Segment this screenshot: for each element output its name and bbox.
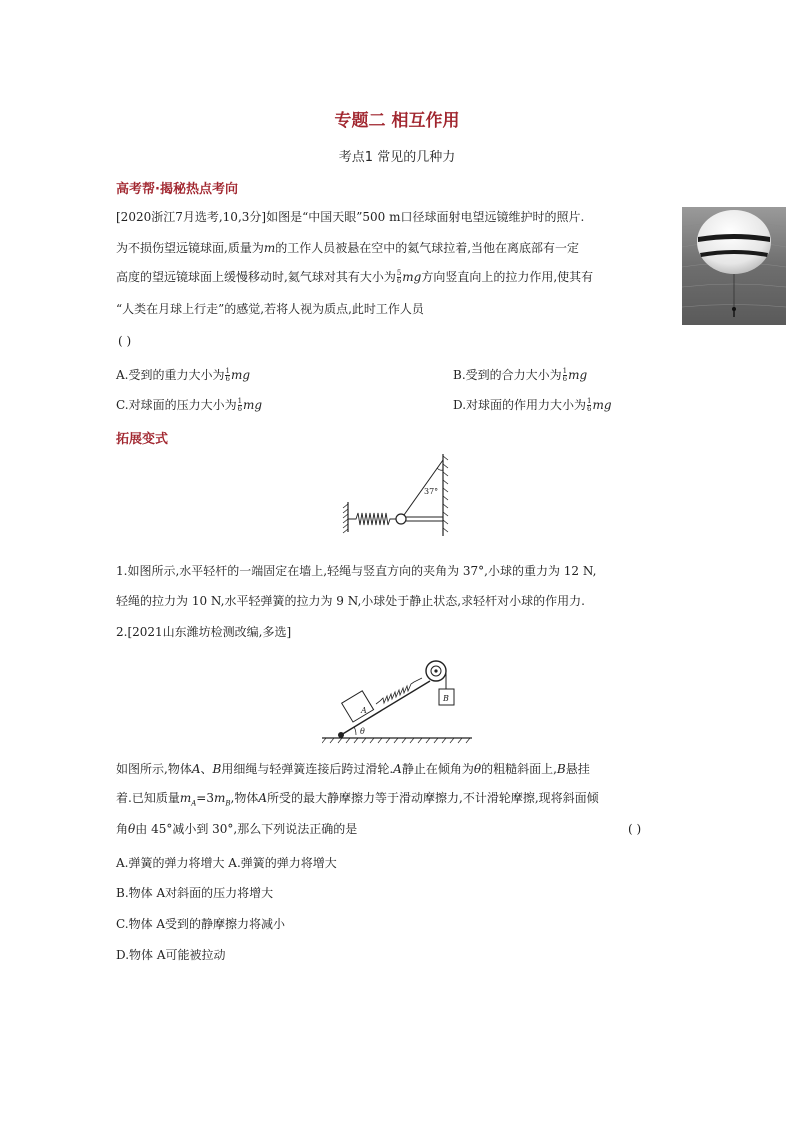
question-line-2: 为不损伤望远镜球面,质量为m的工作人员被悬在空中的氦气球拉着,当他在离底部有一定 xyxy=(116,241,580,255)
theta-label: θ xyxy=(360,727,365,736)
incline-pulley-figure xyxy=(322,650,472,745)
block-b-label: B xyxy=(443,694,449,703)
q2-source: 2.[2021山东潍坊检测改编,多选] xyxy=(116,625,292,639)
option-d[interactable]: D.对球面的作用力大小为 $\frac{1}{6}$ mg xyxy=(453,397,612,413)
fraction: $\frac{5}{6}$ xyxy=(396,269,402,285)
angle-label: 37° xyxy=(424,487,439,496)
q2-answer-bracket: ( ) xyxy=(628,822,642,836)
option-b[interactable]: B.受到的合力大小为 $\frac{1}{6}$ mg xyxy=(453,367,588,383)
question-source: [2020浙江7月选考,10,3分] xyxy=(116,210,267,224)
page-subtitle: 考点1 常见的几种力 xyxy=(338,150,456,165)
question-line-4: “人类在月球上行走”的感觉,若将人视为质点,此时工作人员 xyxy=(116,302,424,316)
block-a-label: A xyxy=(361,706,367,715)
q2-option-c[interactable]: C.物体 A受到的静摩擦力将减小 xyxy=(116,917,286,931)
question-line-1: [2020浙江7月选考,10,3分]如图是“中国天眼”500 m口径球面射电望远镜维护时的照片. xyxy=(116,210,585,224)
option-a[interactable]: A.受到的重力大小为 $\frac{1}{6}$ mg xyxy=(116,367,251,383)
question-line-3: 高度的望远镜球面上缓慢移动时,氦气球对其有大小为 $\frac{5}{6}$ mg方向竖直向上的拉力作用,使其有 xyxy=(116,269,594,285)
section-heading-gaokaobang: 高考帮·揭秘热点考向 xyxy=(116,182,238,197)
q1-line-2: 轻绳的拉力为 10 N,水平轻弹簧的拉力为 9 N,小球处于静止状态,求轻杆对小球的作用力. xyxy=(116,594,585,608)
q2-option-b[interactable]: B.物体 A对斜面的压力将增大 xyxy=(116,886,274,900)
q2-line-1: 如图所示,物体A、B用细绳与轻弹簧连接后跨过滑轮.A静止在倾角为θ的粗糙斜面上,B悬挂 xyxy=(116,762,590,776)
balloon-photo xyxy=(682,207,786,325)
spring-rod-figure xyxy=(340,452,460,552)
option-c[interactable]: C.对球面的压力大小为 $\frac{1}{6}$ mg xyxy=(116,397,263,413)
q2-option-a[interactable]: A.弹簧的弹力将增大 A.弹簧的弹力将增大 xyxy=(116,856,337,870)
q2-line-2: 着.已知质量$m_A=3m_B$,物体A所受的最大静摩擦力等于滑动摩擦力,不计滑轮摩擦,现将斜面倾 xyxy=(116,791,599,808)
section-heading-tuozhan: 拓展变式 xyxy=(116,432,169,447)
answer-bracket: ( ) xyxy=(118,334,132,348)
q2-option-d[interactable]: D.物体 A可能被拉动 xyxy=(116,948,226,962)
q2-line-3: 角θ由 45°减小到 30°,那么下列说法正确的是 xyxy=(116,822,358,836)
page-title: 专题二 相互作用 xyxy=(334,111,460,131)
q1-line-1: 1.如图所示,水平轻杆的一端固定在墙上,轻绳与竖直方向的夹角为 37°,小球的重力为 12 N, xyxy=(116,564,597,578)
